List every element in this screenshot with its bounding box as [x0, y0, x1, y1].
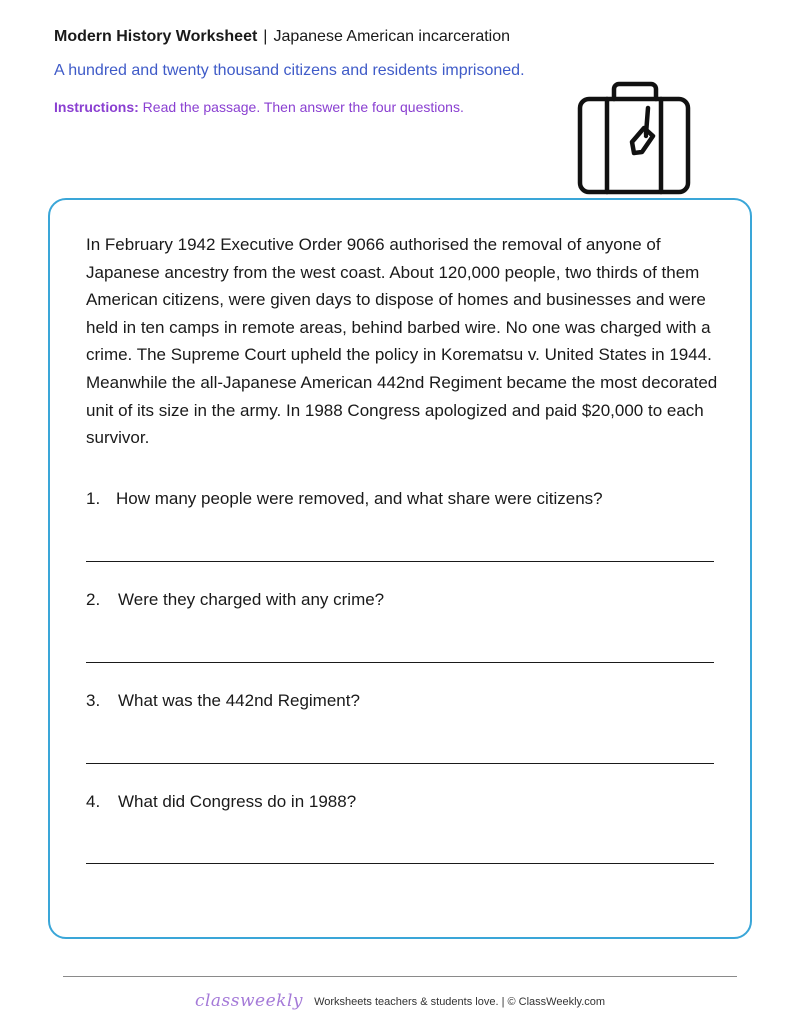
footer — [0, 990, 800, 1013]
question-text: How many people were removed, and what share were citizens? — [116, 489, 603, 508]
footer-separator: | — [501, 996, 505, 1008]
instructions-text: Read the passage. Then answer the four questions. — [142, 99, 464, 115]
suitcase-icon — [576, 80, 694, 198]
instructions — [54, 98, 464, 116]
question-3 — [86, 690, 360, 712]
question-text: What did Congress do in 1988? — [118, 792, 357, 811]
answer-line-3[interactable] — [86, 763, 714, 764]
answer-line-1[interactable] — [86, 561, 714, 562]
footer-tagline: Worksheets teachers & students love. — [314, 996, 499, 1008]
question-4 — [86, 791, 356, 813]
question-number: 2. — [86, 590, 101, 609]
worksheet-subtitle: A hundred and twenty thousand citizens and residents imprisoned. — [54, 62, 525, 79]
question-text: What was the 442nd Regiment? — [118, 691, 360, 710]
worksheet-topic: Japanese American incarceration — [273, 28, 511, 45]
question-2 — [86, 589, 384, 611]
instructions-label: Instructions: — [54, 99, 139, 115]
footer-divider — [63, 976, 737, 977]
worksheet-title: Modern History Worksheet — [54, 28, 258, 45]
worksheet-header — [54, 27, 754, 47]
brand-logo: classweekly — [194, 991, 303, 1011]
header-separator: | — [263, 28, 268, 45]
question-number: 4. — [86, 792, 101, 811]
reading-passage: In February 1942 Executive Order 9066 authorised the removal of anyone of Japanese ancestry from the west coast. About 120,000 people, two thirds of them American citizens, were given days to dispose of homes and businesses and were held in ten camps in remote areas, behind barbed wire. No one was charged with a crime. The Supreme Court upheld the policy in Korematsu v. United States in 1944. Meanwhile the all-Japanese American 442nd Regiment became the most decorated unit of its size in the army. In 1988 Congress apologized and paid $20,000 to each survivor. — [86, 235, 718, 448]
question-number: 3. — [86, 691, 101, 710]
answer-line-2[interactable] — [86, 662, 714, 663]
footer-copyright: © ClassWeekly.com — [507, 996, 606, 1008]
question-1 — [86, 488, 603, 510]
answer-line-4[interactable] — [86, 863, 714, 864]
question-text: Were they charged with any crime? — [118, 590, 385, 609]
question-number: 1. — [86, 489, 101, 508]
